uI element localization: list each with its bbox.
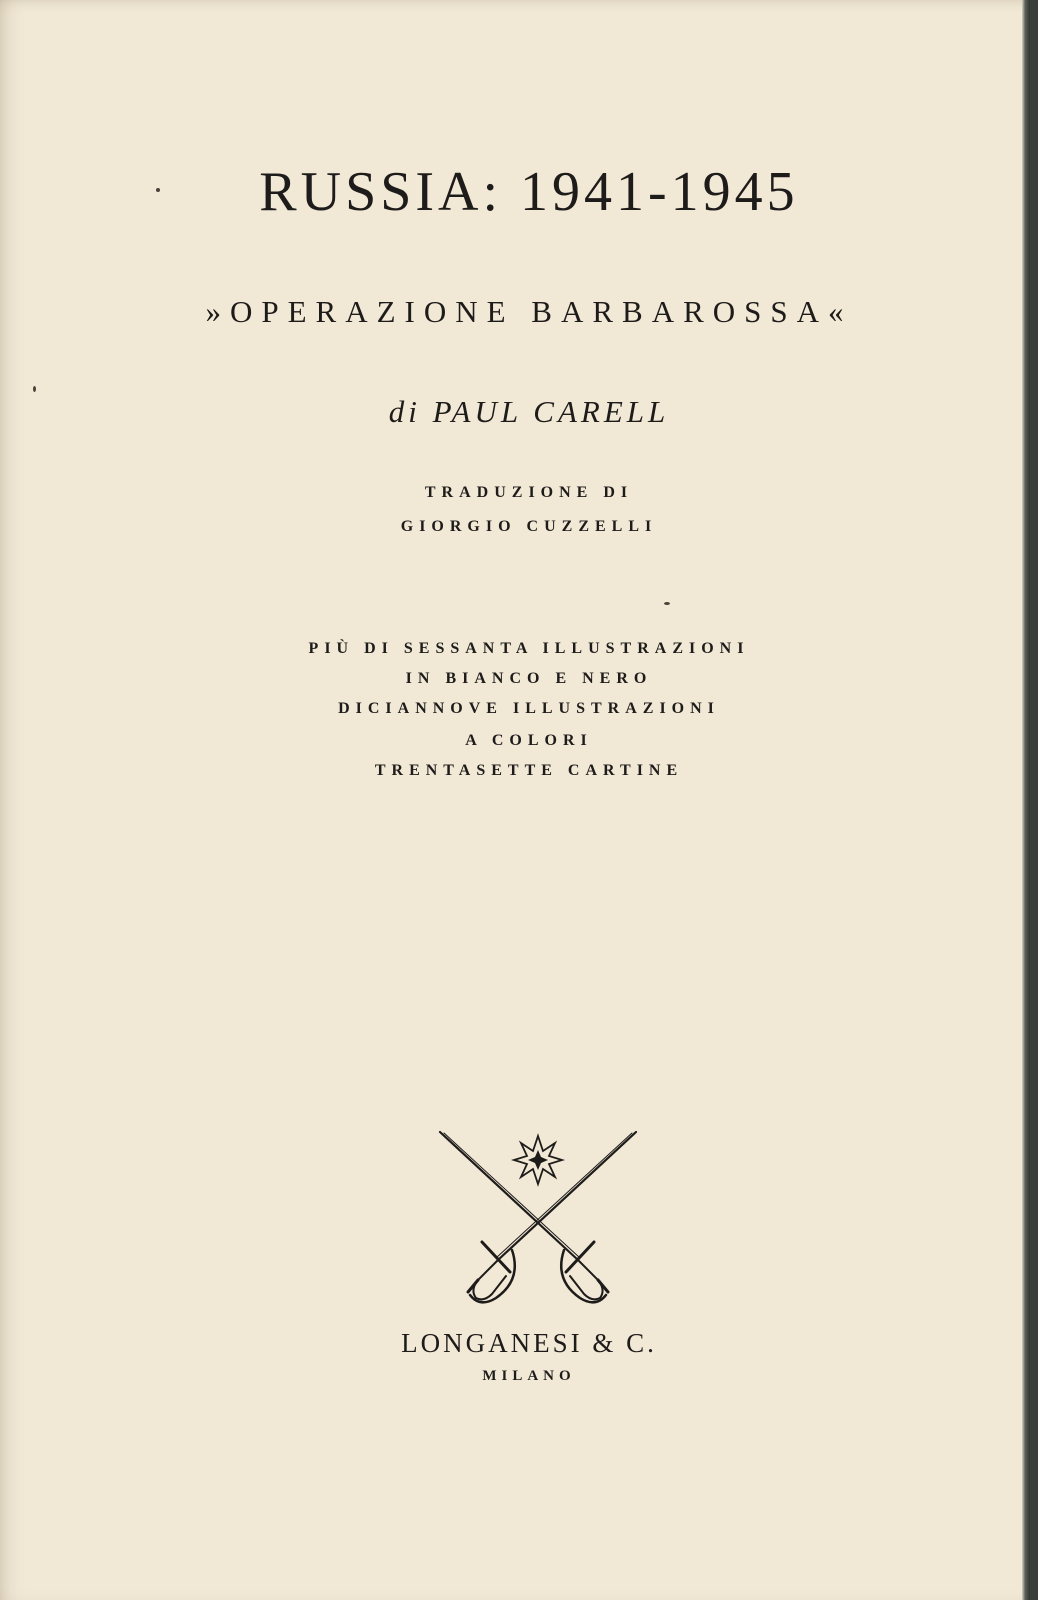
illustrations-line: A COLORI [465,732,593,749]
publisher-name: LONGANESI & C. [401,1328,657,1358]
illustrations-line: TRENTASETTE CARTINE [374,762,684,779]
illustrations-line: IN BIANCO E NERO [405,670,653,687]
author-line: di PAUL CARELL [388,394,670,429]
book-subtitle: »OPERAZIONE BARBAROSSA« [205,294,853,329]
crossed-swords-star-icon [438,1130,638,1315]
book-title: RUSSIA: 1941-1945 [259,161,799,223]
publisher-city: MILANO [482,1368,576,1384]
paper-speck [33,386,36,392]
paper-speck [156,188,160,192]
translator-name: GIORGIO CUZZELLI [400,518,658,535]
translation-label: TRADUZIONE DI [424,484,634,501]
paper-speck [664,602,670,605]
page-edge [1022,0,1030,1600]
illustrations-line: DICIANNOVE ILLUSTRAZIONI [338,700,720,717]
illustrations-line: PIÙ DI SESSANTA ILLUSTRAZIONI [308,640,750,657]
